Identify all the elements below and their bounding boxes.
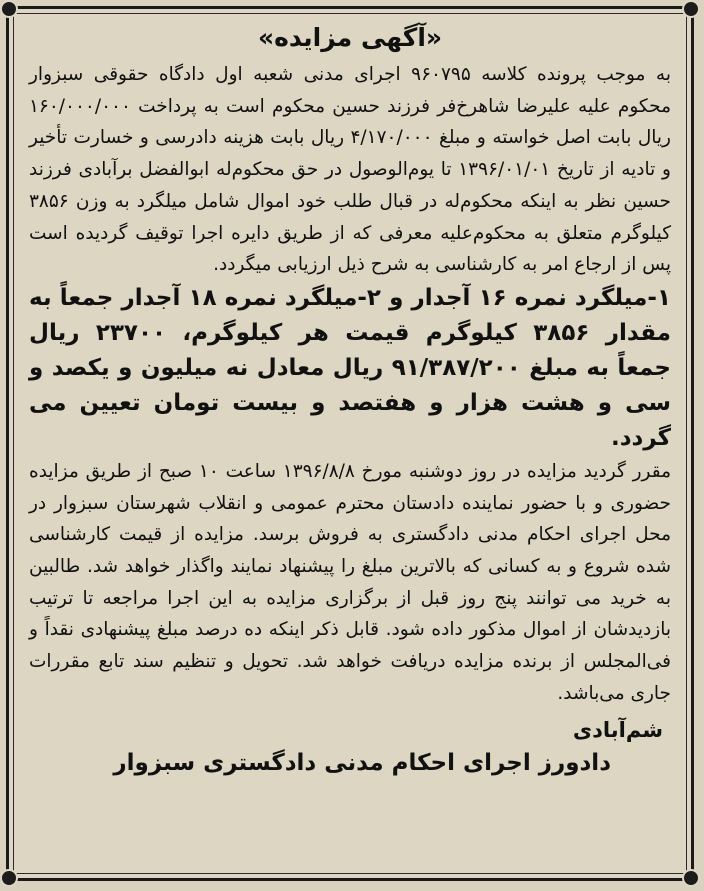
corner-ornament-icon: [682, 0, 700, 18]
signature-office: دادورز اجرای احکام مدنی دادگستری سبزوار: [113, 749, 611, 776]
notice-details: مقرر گردید مزایده در روز دوشنبه مورخ ۱۳۹۶/۸/۸ ساعت ۱۰ صبح از طریق مزایده حضوری و با حضور نماینده دادستان محترم عمومی و انقلاب شهرستان سبزوار در محل اجرای احکام مدنی دادگستری به فروش برسد. مزایده از قیمت کارشناسی شده شروع و به کسانی که بالاترین مبلغ را پیشنهاد نمایند واگذار خواهد شد. طالبین به خرید می توانند پنج روز قبل از برگزاری مزایده به این اجرا مراجعه تا ترتیب بازدیدشان از اموال مذکور داده شود. قابل ذکر اینکه ده درصد مبلغ پیشنهادی نقداً و فی‌المجلس از برنده مزایده دریافت خواهد شد. تحویل و تنظیم سند تابع مقررات جاری می‌باشد.: [29, 460, 671, 704]
corner-ornament-icon: [0, 869, 18, 887]
notice-item: ۱-میلگرد نمره ۱۶ آجدار و ۲-میلگرد نمره ۱۸ آجدار جمعاً به مقدار ۳۸۵۶ کیلوگرم قیمت هر کیلوگرم، ۲۳۷۰۰ ریال جمعاً به مبلغ ۹۱/۳۸۷/۲۰۰ ریال معادل نه میلیون و یکصد و سی و هشت هزار و هفتصد و بیست تومان تعیین می گردد.: [29, 284, 672, 451]
corner-ornament-icon: [682, 869, 700, 887]
signature-block: [29, 714, 671, 780]
corner-ornament-icon: [0, 0, 18, 18]
notice-frame: [6, 6, 694, 881]
notice-intro: به موجب پرونده کلاسه ۹۶۰۷۹۵ اجرای مدنی شعبه اول دادگاه حقوقی سبزوار محکوم علیه علیرضا شاهرخ‌فر فرزند حسین محکوم است به پرداخت ۱۶۰/۰۰۰/۰۰۰ ریال بابت اصل خواسته و مبلغ ۴/۱۷۰/۰۰۰ ریال بابت هزینه دادرسی و خسارت تأخیر و تادیه از تاریخ ۱۳۹۶/۰۱/۰۱ تا یوم‌الوصول در حق محکوم‌له ابوالفضل برآبادی فرزند حسین نظر به اینکه محکوم‌له در قبال طلب خود اموال شامل میلگرد به وزن ۳۸۵۶ کیلوگرم متعلق به محکوم‌علیه معرفی که از طریق دایره اجرا توقیف گردیده است پس از ارجاع امر به کارشناسی به شرح ذیل ارزیابی میگردد.: [29, 64, 671, 276]
notice-content: [29, 21, 671, 866]
notice-title: «آگهی مزایده»: [257, 23, 443, 52]
signature-name: شم‌آبادی: [572, 717, 663, 742]
